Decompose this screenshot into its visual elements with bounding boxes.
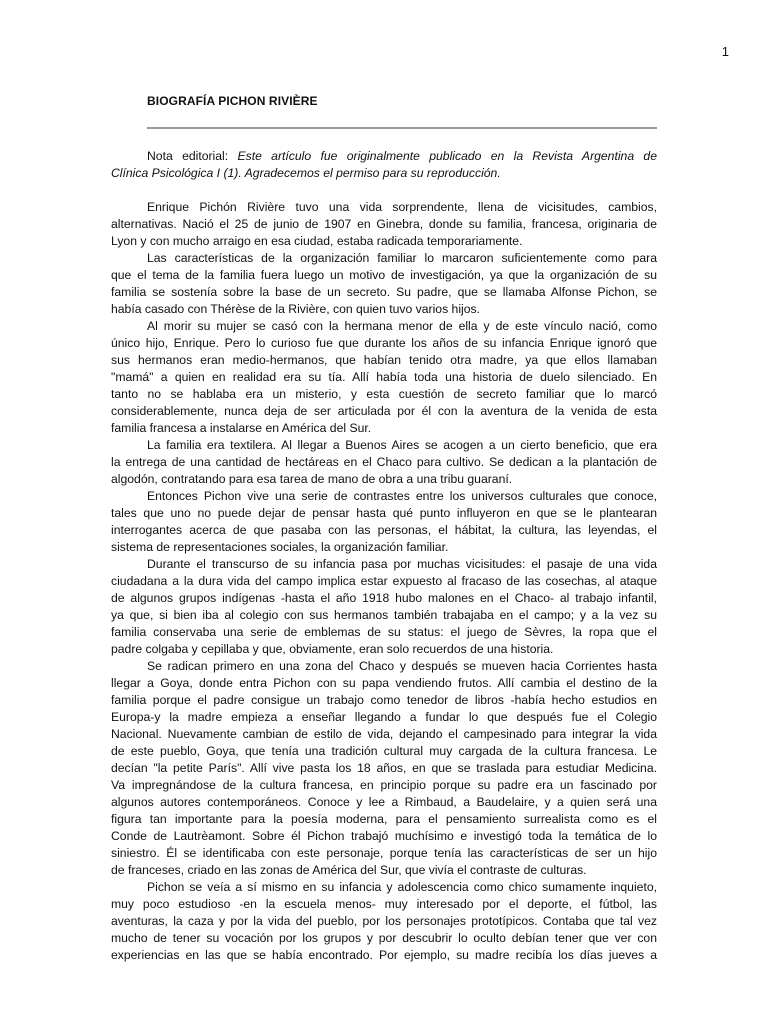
paragraph-line: de este pueblo, Goya, que tenía una tradición cultural muy cargada de la cultura francesa. Le [111,744,657,758]
body-paragraphs [111,199,657,964]
editorial-note-text: Este artículo fue originalmente publicado en la Revista Argentina de [237,149,657,163]
paragraph-line: siniestro. Él se identificaba con este personaje, porque tenía las características de ser un hijo [111,846,657,860]
paragraph-line: aventuras, la caza y por la vida del pueblo, por los personajes prototípicos. Contaba que tal vez [111,914,657,928]
paragraph-line: algodón, contratando para esa tarea de mano de obra a una tribu guaraní. [111,472,513,486]
page-number: 1 [721,44,729,59]
paragraph-line: familia francesa a instalarse en América del Sur. [111,421,372,435]
paragraph-line: algunos autores contemporáneos. Conoce y lee a Rimbaud, a Baudelaire, y a quien será una [111,795,657,809]
paragraph-line: familia conservaba una serie de emblemas de su status: el juego de Sèvres, la ropa que el [111,625,657,639]
paragraph-line: la entrega de una cantidad de hectáreas en el Chaco para cultivo. Se dedican a la plantación de [111,455,657,469]
paragraph-line: experiencias en las que se había encontrado. Por ejemplo, su madre recibía los días jueves a [111,948,657,962]
body-paragraph [111,250,657,318]
paragraph-line: Se radican primero en una zona del Chaco y después se mueven hacia Corrientes hasta [147,659,657,673]
paragraph-line: alternativas. Nació el 25 de junio de 1907 en Ginebra, donde su familia, francesa, originaria de [111,217,657,231]
paragraph-line: de franceses, criado en las zonas de América del Sur, que vivía el contraste de culturas. [111,863,587,877]
editorial-note [111,148,657,182]
body-paragraph [111,556,657,658]
paragraph-line: único hijo, Enrique. Pero lo curioso fue que durante los años de su infancia Enrique ignoró que [111,336,657,350]
paragraph-line: tanto no se hablaba era un misterio, y esta cuestión de secreto familiar que lo marcó [111,387,657,401]
document-body [111,148,657,964]
paragraph-line: familia se sostenía sobre la base de un secreto. Su padre, que se llamaba Alfonse Pichon, se [111,285,657,299]
paragraph-line: ciudadana a la dura vida del campo implica estar expuesto al fracaso de las cosechas, al ataque [111,574,657,588]
paragraph-line: La familia era textilera. Al llegar a Buenos Aires se acogen a un cierto beneficio, que era [147,438,657,452]
body-paragraph [111,658,657,879]
paragraph-line: mucho de tener su vocación por los grupos y por descubrir lo oculto debían tener que ver con [111,931,657,945]
paragraph-line: tales que uno no puede dejar de pensar hasta qué punto influyeron en que se le plantearan [111,506,657,520]
paragraph-line: Va impregnándose de la cultura francesa, en principio porque su padre era un fascinado por [111,778,657,792]
paragraph-line: Enrique Pichón Rivière tuvo una vida sorprendente, llena de vicisitudes, cambios, [147,200,657,214]
paragraph-line: familia porque el padre consigue un trabajo como tenedor de libros -había hecho estudios en [111,693,657,707]
title-divider [147,127,657,129]
paragraph-line: había casado con Thérèse de la Rivière, con quien tuvo varios hijos. [111,302,481,316]
paragraph-line: considerablemente, nunca deja de ser articulada por él con la aventura de la venida de esta [111,404,657,418]
paragraph-line: Al morir su mujer se casó con la hermana menor de ella y de este vínculo nació, como [147,319,657,333]
paragraph-line: muy poco estudioso -en la escuela menos- muy interesado por el deporte, el fútbol, las [111,897,657,911]
paragraph-line: sistema de representaciones sociales, la organización familiar. [111,540,449,554]
paragraph-line: Pichon se veía a sí mismo en su infancia y adolescencia como chico sumamente inquieto, [147,880,657,894]
paragraph-line: interrogantes acerca de que pasaba con las personas, el hábitat, la cultura, las leyendas, el [111,523,657,537]
paragraph-line: padre colgaba y cepillaba y que, obviamente, eran solo recuerdos de una historia. [111,642,554,656]
paragraph-line: llegar a Goya, donde entra Pichon con su papa vendiendo frutos. Allí cambia el destino de la [111,676,657,690]
paragraph-line: sus hermanos eran medio-hermanos, que habían tenido otra madre, ya que ellos llamaban [111,353,657,367]
paragraph-line: de algunos grupos indígenas -hasta el año 1918 hubo malones en el Chaco- al trabajo infantil, [111,591,657,605]
paragraph-line: ya que, si bien iba al colegio con sus hermanos también trabajaba en el campo; y a la vez su [111,608,657,622]
paragraph-line: decían "la petite París". Allí vive pasta los 18 años, en que se traslada para estudiar Medicina. [111,761,657,775]
body-paragraph [111,437,657,488]
body-paragraph [111,318,657,437]
document-title: BIOGRAFÍA PICHON RIVIÈRE [147,94,318,108]
paragraph-line: que el tema de la familia fuera luego un motivo de investigación, ya que la organización de su [111,268,657,282]
body-paragraph [111,199,657,250]
paragraph-line: Entonces Pichon vive una serie de contrastes entre los universos culturales que conoce, [147,489,657,503]
paragraph-line: "mamá" a quien en realidad era su tía. Allí había toda una historia de duelo silenciado. En [111,370,657,384]
body-paragraph [111,879,657,964]
paragraph-line: Durante el transcurso de su infancia pasa por muchas vicisitudes: el pasaje de una vida [147,557,657,571]
paragraph-line: figura tan importante para la poesía moderna, para el pensamiento surrealista como es el [111,812,657,826]
editorial-note-label: Nota editorial: [147,149,238,163]
editorial-note-line [111,148,657,165]
editorial-note-line: Clínica Psicológica I (1). Agradecemos el permiso para su reproducción. [111,166,501,180]
paragraph-line: Europa-y la madre empieza a enseñar llegando a fundar lo que después fue el Colegio [111,710,657,724]
paragraph-line: Lyon y con mucho arraigo en esa ciudad, estaba radicada temporariamente. [111,234,523,248]
paragraph-line: Las características de la organización familiar lo marcaron suficientemente como para [147,251,657,265]
body-paragraph [111,488,657,556]
paragraph-line: Conde de Lautrèamont. Sobre él Pichon trabajó muchísimo e investigó toda la temática de lo [111,829,657,843]
paragraph-line: Nacional. Nuevamente cambian de estilo de vida, dejando el campesinado para integrar la vida [111,727,657,741]
